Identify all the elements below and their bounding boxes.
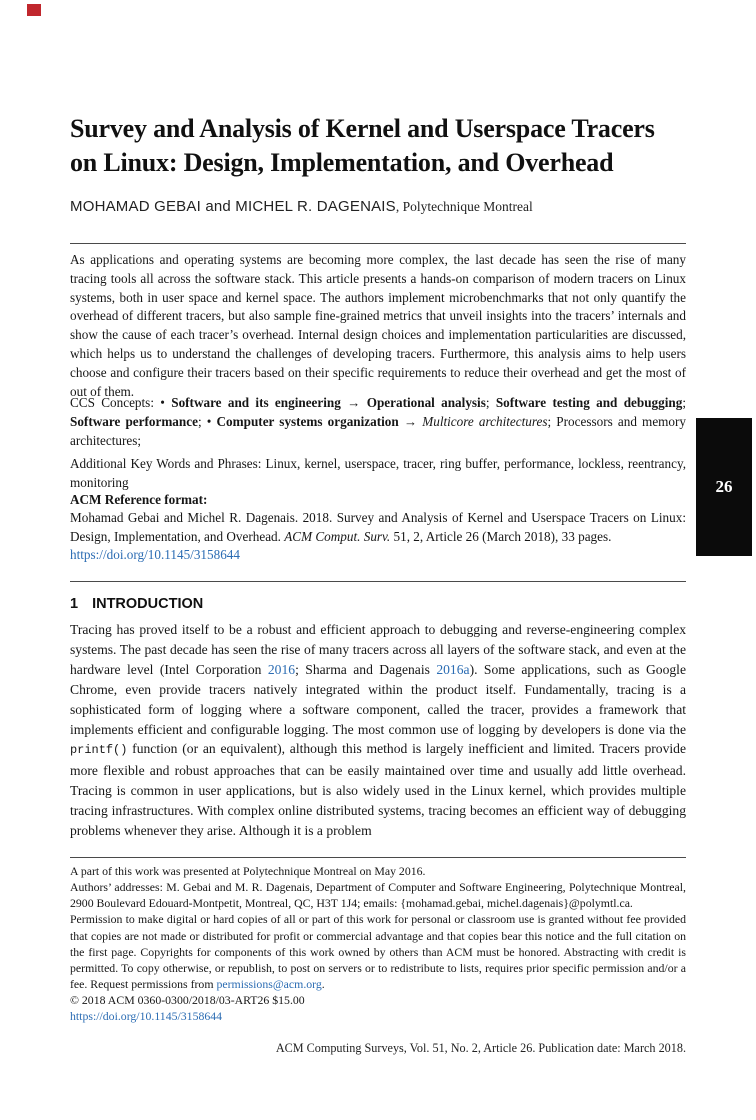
intro-paragraph: Tracing has proved itself to be a robust and efficient approach to debugging and reverse-engineering complex systems. The past decade has seen the rise of many tracers across all layers of the software stack, and even at the hardware level (Intel Corporation 2016; Sharma and Dagenais 2016a). Some applications, such as Google Chrome, even provide tracers natively integrated within the product itself. Fundamentally, tracing is a sophisticated form of logging where a software component, called the tracer, provides a framework that implements efficient and configurable logging. The most common use of logging by developers is done via the printf() function (or an equivalent), although this method is largely inefficient and limited. Tracers provide more flexible and robust approaches that can be easily maintained over time and usually add little overhead. Tracing is common in user applications, but is also widely used in the Linux kernel, which provides multiple tracing infrastructures. With complex online distributed systems, tracing becomes an efficient way of debugging problems whenever they arise. Although it is a problem — [70, 622, 686, 839]
email-link[interactable]: permissions@acm.org — [216, 977, 322, 992]
article-number-tab — [696, 418, 752, 556]
ccs-concepts: CCS Concepts: • Software and its engineering → Operational analysis; Software testing and debugging; Software performance; • Computer systems organization → Multicore architectures; Processors and memory architectures; — [70, 395, 687, 448]
abstract-top-rule — [70, 243, 686, 244]
author-names: MOHAMAD GEBAI and MICHEL R. DAGENAIS — [70, 198, 396, 215]
doi-link-footnote[interactable]: https://doi.org/10.1145/3158644 — [70, 1009, 223, 1024]
citation-link[interactable]: 2016 — [267, 661, 296, 677]
section-divider-rule — [70, 581, 686, 582]
section-number: 1 — [70, 596, 79, 612]
paper-title-line2: on Linux: Design, Implementation, and Overhead — [70, 148, 614, 177]
keywords: Additional Key Words and Phrases: Linux, kernel, userspace, tracer, ring buffer, performance, lockless, reentrancy, monitoring — [70, 456, 686, 490]
paper-title-line1: Survey and Analysis of Kernel and Userspace Tracers — [70, 114, 655, 143]
paper-title — [70, 112, 686, 180]
section-heading — [70, 596, 686, 612]
authors-line — [70, 198, 686, 216]
footer-citation: ACM Computing Surveys, Vol. 51, No. 2, Article 26. Publication date: March 2018. — [275, 1041, 686, 1055]
footnote-divider-rule — [70, 857, 686, 858]
acm-reference-text: Mohamad Gebai and Michel R. Dagenais. 2018. Survey and Analysis of Kernel and Userspace Tracers on Linux: Design, Implementation, and Overhead. ACM Comput. Surv. 51, 2, Article 26 (March 2018), 33 pages. https://doi.org/10.1145/3158644 — [70, 510, 686, 563]
article-number: 26 — [715, 477, 733, 496]
author-affiliation: , Polytechnique Montreal — [395, 199, 533, 214]
footnotes: A part of this work was presented at Polytechnique Montreal on May 2016. Authors’ addresses: M. Gebai and M. R. Dagenais, Department of Computer and Software Engineering, Polytechnique Montreal, 2900 Boulevard Edouard-Montpetit, Montreal, QC, H3T 1J4; emails: {mohamad.gebai, michel.dagenais}@polymtl.ca. Permission to make digital or hard copies of all or part of this work for personal or classroom use is granted without fee provided that copies are not made or distributed for profit or commercial advantage and that copies bear this notice and the full citation on the first page. Copyrights for components of this work owned by others than ACM must be honored. Abstracting with credit is permitted. To copy otherwise, or republish, to post on servers or to redistribute to lists, requires prior specific permission and/or a fee. Request permissions from permissions@acm.org. © 2018 ACM 0360-0300/2018/03-ART26 $15.00 https://doi.org/10.1145/3158644 — [70, 864, 686, 1024]
abstract-text: As applications and operating systems are becoming more complex, the last decade has seen the rise of many tracing tools all across the software stack. This article presents a hands-on comparison of modern tracers on Linux systems, both in user space and kernel space. The authors implement microbenchmarks that not only quantify the overhead of different tracers, but also sample fine-grained metrics that unveil insights into the tracers’ internals and show the cause of each tracer’s overhead. Internal design choices and implementation particularities are discussed, which helps us to understand the challenges of developing tracers. Furthermore, this analysis aims to help users choose and configure their tracers based on their specific requirements to reduce their overhead and get the most of out of them. — [70, 252, 686, 399]
citation-link[interactable]: 2016a — [436, 661, 470, 677]
corner-marker — [27, 4, 41, 16]
acm-reference-heading: ACM Reference format: — [70, 492, 208, 507]
acm-reference-block — [70, 491, 686, 565]
section-title: INTRODUCTION — [92, 596, 204, 612]
doi-link[interactable]: https://doi.org/10.1145/3158644 — [70, 547, 240, 563]
